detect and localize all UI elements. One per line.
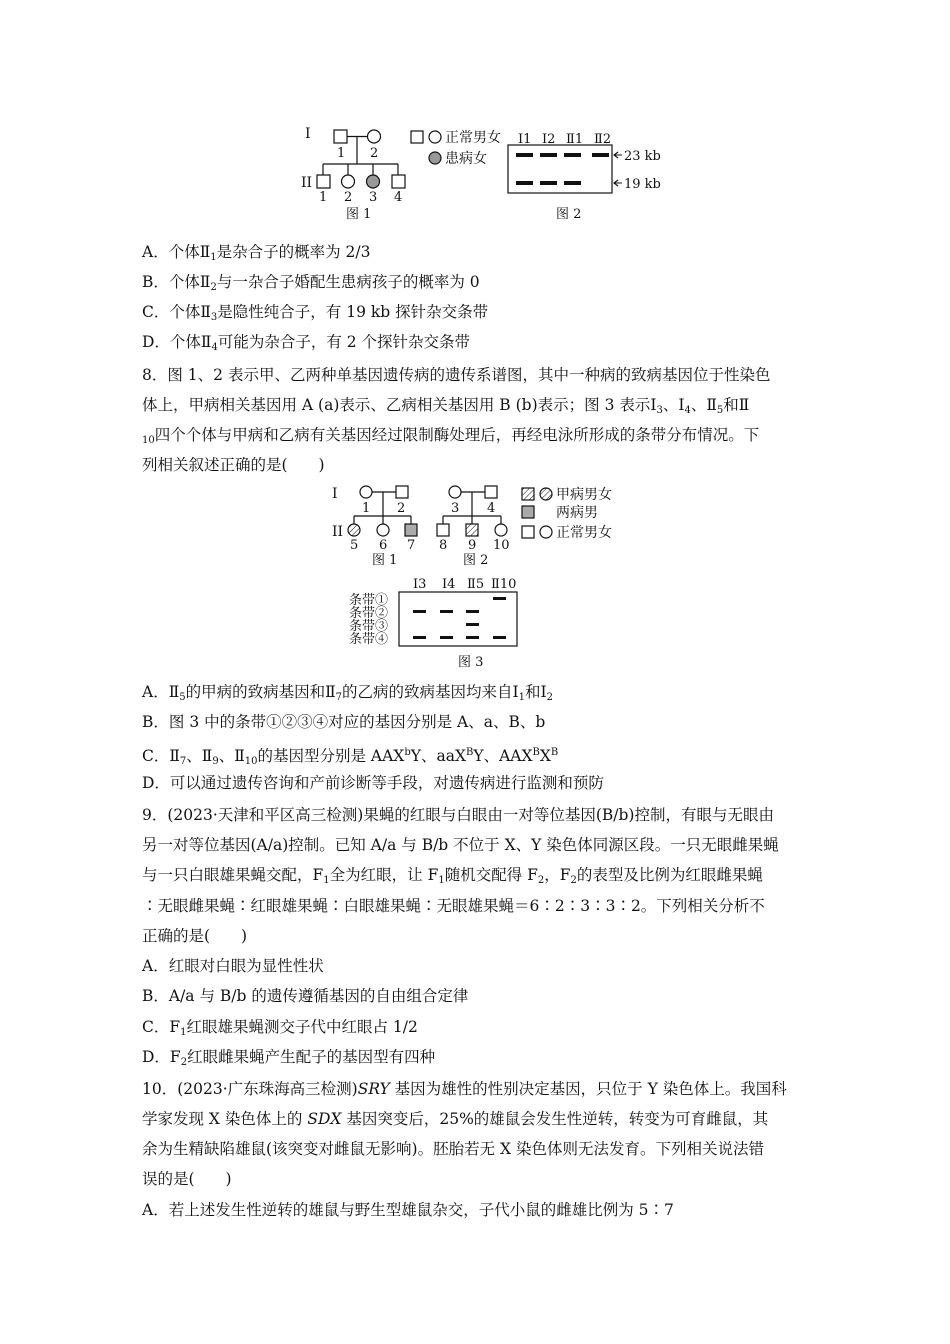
q8-stem-line2: 体上，甲病相关基因用 A (a)表示、乙病相关基因用 B (b)表示；图 3 表示$Ⅰ_3$、$Ⅰ_4$、$Ⅱ_5$和Ⅱ xyxy=(142,396,750,416)
pedigree-fig1 xyxy=(301,126,405,191)
gel-fig3 xyxy=(349,577,517,670)
q8-option-b: B．图 3 中的条带①②③④对应的基因分别是 A、a、B、b xyxy=(142,713,546,731)
legend-normal-mid: 正常男女 xyxy=(556,525,612,541)
q7-option-c: C．个体$Ⅱ_3$是隐性纯合子，有 19 kb 探针杂交条带 xyxy=(142,303,489,323)
q9-stem-line1: 9．(2023·天津和平区高三检测)果蝇的红眼与白眼由一对等位基因(B/b)控制，有眼与无眼由 xyxy=(142,806,774,824)
num-4: 4 xyxy=(487,501,496,516)
q7-option-d: D．个体$Ⅱ_4$可能为杂合子，有 2 个探针杂交条带 xyxy=(142,333,471,353)
num-II1: 1 xyxy=(319,190,328,205)
band-19kb: 19 kb xyxy=(624,177,661,192)
gel-fig2 xyxy=(508,132,661,222)
q9-stem-line2: 另一对等位基因(A/a)控制。已知 A/a 与 B/b 不位于 X、Y 染色体同源区段。一只无眼雌果蝇 xyxy=(142,836,779,854)
q7-option-b: B．个体$Ⅱ_2$与一杂合子婚配生患病孩子的概率为 0 xyxy=(142,273,480,293)
male-II4 xyxy=(392,175,405,188)
q9-stem-line4: ∶无眼雌果蝇∶红眼雄果蝇∶白眼雄果蝇∶无眼雄果蝇＝6∶2∶3∶3∶2。下列相关分析不 xyxy=(142,897,765,915)
band19-I2 xyxy=(540,181,557,185)
legend-both: 两病男 xyxy=(556,505,598,521)
mid-fig2-caption: 图 2 xyxy=(463,553,489,568)
legend-top xyxy=(411,131,441,164)
num-2: 2 xyxy=(397,501,406,516)
gen-label-2: II xyxy=(301,175,313,191)
fig2-caption: 图 2 xyxy=(556,207,582,222)
band23-II1 xyxy=(564,153,581,157)
lane-I3: Ⅰ3 xyxy=(413,577,427,592)
q9-stem-line3: 与一只白眼雄果蝇交配，$F_1$全为红眼，让 $F_1$随机交配得 $F_2$，$F_2$的表型及比例为红眼雌果蝇 xyxy=(142,866,763,886)
legend-jia: 甲病男女 xyxy=(556,487,612,503)
lane-II2: Ⅱ2 xyxy=(594,132,612,147)
lane-I2: Ⅰ2 xyxy=(542,132,556,147)
q9-stem-line5: 正确的是( ) xyxy=(142,927,248,945)
lane-I4: Ⅰ4 xyxy=(442,577,456,592)
q10-stem-line3: 余为生精缺陷雄鼠(该突变对雌鼠无影响)。胚胎若无 X 染色体则无法发育。下列相关说法错 xyxy=(142,1140,764,1158)
lane-II10: Ⅱ10 xyxy=(491,577,517,592)
num-10: 10 xyxy=(493,538,510,553)
lane-I1: Ⅰ1 xyxy=(518,132,532,147)
lane-II1: Ⅱ1 xyxy=(566,132,584,147)
female-II10 xyxy=(495,524,507,536)
top-figure xyxy=(0,0,950,230)
fig1-caption: 图 1 xyxy=(346,207,372,222)
q10-stem-line4: 误的是( ) xyxy=(142,1170,232,1188)
num-II2: 2 xyxy=(344,190,353,205)
q7-option-a: A．个体$Ⅱ_1$是杂合子的概率为 2/3 xyxy=(142,243,371,263)
q10-stem-line2: 学家发现 X 染色体上的 SDX 基因突变后，25%的雄鼠会发生性逆转，转变为可育雌鼠，其 xyxy=(142,1110,769,1128)
band-23kb: 23 kb xyxy=(624,149,661,164)
female-II6 xyxy=(377,524,389,536)
legend-normal: 正常男女 xyxy=(445,130,501,146)
jia-male-II9 xyxy=(466,524,478,536)
band19-II1 xyxy=(564,181,581,185)
female-II2 xyxy=(342,175,355,188)
num-II4: 4 xyxy=(394,190,403,205)
mid-gen-label-1: I xyxy=(332,486,338,502)
num-1: 1 xyxy=(362,501,371,516)
q9-option-c: C．$F_1$红眼雄果蝇测交子代中红眼占 1/2 xyxy=(142,1018,418,1038)
both-male-II7 xyxy=(405,524,417,536)
q8-stem-line4: 列相关叙述正确的是( ) xyxy=(142,456,325,474)
male-II1 xyxy=(317,175,330,188)
q8-option-c: C．$Ⅱ_7$、$Ⅱ_9$、$Ⅱ_{10}$的基因型分别是 AAX$^b$Y、aaX$^B$Y、$AAX^BX^B$ xyxy=(142,747,559,767)
band23-I2 xyxy=(540,153,557,157)
num-7: 7 xyxy=(407,538,416,553)
num-I2: 2 xyxy=(370,146,379,161)
female-I3 xyxy=(449,486,461,498)
q8-option-a: A．$Ⅱ_5$的甲病的致病基因和$Ⅱ_7$的乙病的致病基因均来自$Ⅰ_1$和$Ⅰ_2$ xyxy=(142,683,554,703)
male-I2 xyxy=(396,486,408,498)
gen-label-1: I xyxy=(305,126,311,142)
num-8: 8 xyxy=(439,538,448,553)
affected-female-II3 xyxy=(367,175,380,188)
band19-I1 xyxy=(516,181,533,185)
lane-II5: Ⅱ5 xyxy=(467,577,485,592)
num-9: 9 xyxy=(468,538,477,553)
q9-option-b: B．A/a 与 B/b 的遗传遵循基因的自由组合定律 xyxy=(142,987,469,1005)
q8-stem-line1: 8．图 1、2 表示甲、乙两种单基因遗传病的遗传系谱图，其中一种病的致病基因位于性染色 xyxy=(142,366,771,384)
female-I2 xyxy=(368,130,381,143)
mid-figure xyxy=(0,480,950,680)
band23-I1 xyxy=(516,153,533,157)
male-II8 xyxy=(437,524,449,536)
q8-stem-line3: $_{10}$四个个体与甲病和乙病有关基因经过限制酶处理后，再经电泳所形成的条带分布情况。下 xyxy=(142,426,760,446)
band-4-label: 条带④ xyxy=(349,632,389,647)
jia-female-II5 xyxy=(348,524,360,536)
num-6: 6 xyxy=(379,538,388,553)
num-I1: 1 xyxy=(337,146,346,161)
female-I1 xyxy=(360,486,372,498)
q10-stem-line1: 10．(2023·广东珠海高三检测)SRY 基因为雄性的性别决定基因，只位于 Y 染色体上。我国科 xyxy=(142,1080,787,1098)
q10-option-a: A．若上述发生性逆转的雄鼠与野生型雄鼠杂交，子代小鼠的雌雄比例为 5∶7 xyxy=(142,1201,674,1219)
band23-II2 xyxy=(592,153,609,157)
fig3-caption: 图 3 xyxy=(458,655,484,670)
band-1-label: 条带① xyxy=(349,593,389,608)
band-3-label: 条带③ xyxy=(349,619,389,634)
num-II3: 3 xyxy=(369,190,378,205)
mid-gen-label-2: II xyxy=(332,524,344,540)
mid-fig1-caption: 图 1 xyxy=(372,553,398,568)
num-5: 5 xyxy=(350,538,359,553)
q9-option-d: D．$F_2$红眼雌果蝇产生配子的基因型有四种 xyxy=(142,1048,436,1068)
legend-affected: 患病女 xyxy=(445,151,487,167)
male-I4 xyxy=(485,486,497,498)
num-3: 3 xyxy=(451,501,460,516)
band-2-label: 条带② xyxy=(349,606,389,621)
q8-option-d: D．可以通过遗传咨询和产前诊断等手段，对遗传病进行监测和预防 xyxy=(142,774,604,792)
q9-option-a: A．红眼对白眼为显性性状 xyxy=(142,957,324,975)
male-I1 xyxy=(334,130,347,143)
